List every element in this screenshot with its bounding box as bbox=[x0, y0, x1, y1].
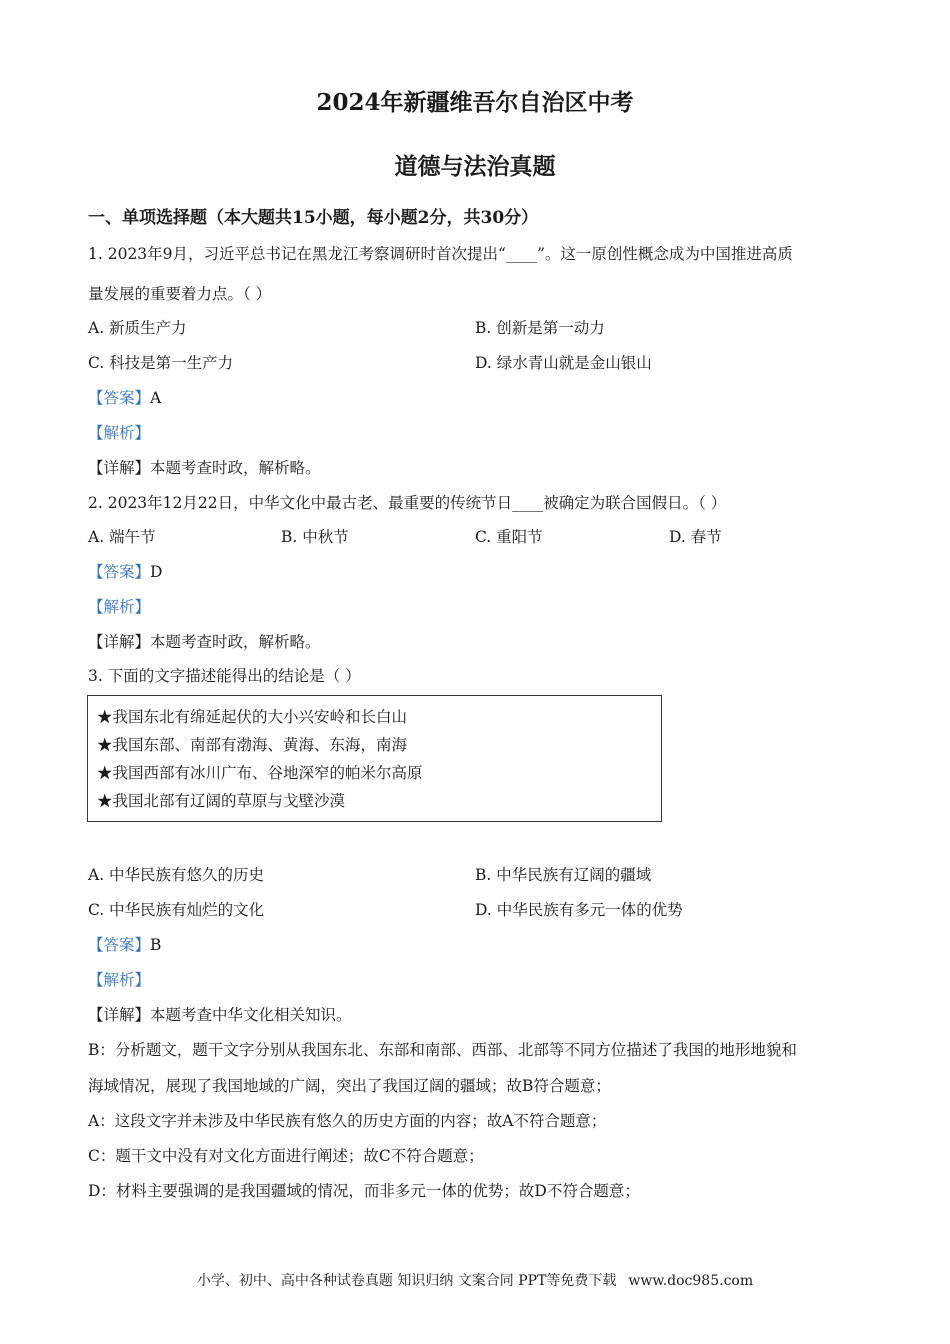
material-line-2: ★我国东部、南部有渤海、黄海、东海，南海 bbox=[97, 736, 408, 754]
detail-text: 本题考查中华文化相关知识。 bbox=[150, 1006, 352, 1024]
material-line-3: ★我国西部有冰川广布、谷地深窄的帕米尔高原 bbox=[97, 764, 423, 782]
footer-text: 小学、初中、高中各种试卷真题 知识归纳 文案合同 PPT等免费下载 bbox=[196, 1273, 617, 1289]
question-1-option-d: D. 绿水青山就是金山银山 bbox=[475, 354, 652, 372]
question-3-stem-line-1: 3. 下面的文字描述能得出的结论是（ ） bbox=[88, 667, 361, 685]
question-2-answer bbox=[88, 560, 162, 582]
explanation-line-5: D：材料主要强调的是我国疆域的情况，而非多元一体的优势；故D不符合题意； bbox=[88, 1182, 640, 1200]
explanation-line-4: C：题干文中没有对文化方面进行阐述；故C不符合题意； bbox=[88, 1147, 484, 1165]
question-2-detail bbox=[88, 630, 321, 652]
answer-value: B bbox=[150, 936, 162, 954]
explanation-line-2: 海域情况，展现了我国地域的广阔，突出了我国辽阔的疆域；故B符合题意； bbox=[88, 1077, 611, 1095]
question-3-option-d: D. 中华民族有多元一体的优势 bbox=[475, 901, 683, 919]
question-3-option-b: B. 中华民族有辽阔的疆域 bbox=[475, 866, 652, 884]
explanation-line-1: B：分析题文，题干文字分别从我国东北、东部和南部、西部、北部等不同方位描述了我国的地形地貌和 bbox=[88, 1041, 797, 1059]
question-2-option-d: D. 春节 bbox=[669, 528, 722, 546]
question-2-analysis bbox=[88, 595, 150, 617]
detail-tag: 【详解】 bbox=[88, 459, 151, 477]
answer-tag: 【答案】 bbox=[88, 389, 151, 407]
question-1-analysis bbox=[88, 421, 150, 443]
question-3-analysis bbox=[88, 968, 150, 990]
question-2-option-c: C. 重阳节 bbox=[475, 528, 543, 546]
detail-text: 本题考查时政，解析略。 bbox=[150, 459, 321, 477]
question-3-option-c: C. 中华民族有灿烂的文化 bbox=[88, 901, 265, 919]
exam-title: 2024年新疆维吾尔自治区中考 bbox=[316, 89, 634, 116]
question-3-answer bbox=[88, 933, 161, 955]
question-1-option-a: A. 新质生产力 bbox=[88, 319, 187, 337]
exam-subtitle: 道德与法治真题 bbox=[394, 153, 556, 180]
question-3-option-a: A. 中华民族有悠久的历史 bbox=[88, 866, 265, 884]
analysis-tag: 【解析】 bbox=[88, 598, 151, 616]
question-2-option-a: A. 端午节 bbox=[88, 528, 156, 546]
question-1-option-c: C. 科技是第一生产力 bbox=[88, 354, 234, 372]
question-1-detail bbox=[88, 456, 321, 478]
answer-value: A bbox=[150, 389, 162, 407]
material-line-1: ★我国东北有绵延起伏的大小兴安岭和长白山 bbox=[97, 708, 408, 726]
question-1-option-b: B. 创新是第一动力 bbox=[475, 319, 605, 337]
question-2-option-b: B. 中秋节 bbox=[281, 528, 349, 546]
question-1-stem-line-2: 量发展的重要着力点。（ ） bbox=[88, 285, 272, 303]
material-box bbox=[87, 695, 662, 822]
detail-tag: 【详解】 bbox=[88, 1006, 151, 1024]
question-1-answer bbox=[88, 386, 161, 408]
answer-tag: 【答案】 bbox=[88, 563, 151, 581]
analysis-tag: 【解析】 bbox=[88, 424, 151, 442]
question-1-stem-line-1: 1. 2023年9月，习近平总书记在黑龙江考察调研时首次提出“____”。这一原创性概念成为中国推进高质 bbox=[88, 245, 793, 263]
question-2-stem-line-1: 2. 2023年12月22日，中华文化中最古老、最重要的传统节日____被确定为联合国假日。（ ） bbox=[88, 494, 727, 512]
section-heading: 一、单项选择题（本大题共15小题，每小题2分，共30分） bbox=[88, 208, 539, 228]
detail-text: 本题考查时政，解析略。 bbox=[150, 633, 321, 651]
material-line-4: ★我国北部有辽阔的草原与戈壁沙漠 bbox=[97, 792, 346, 810]
page-footer bbox=[0, 1270, 950, 1290]
answer-tag: 【答案】 bbox=[88, 936, 151, 954]
footer-link[interactable]: www.doc985.com bbox=[628, 1273, 754, 1289]
question-3-detail bbox=[88, 1003, 352, 1025]
explanation-line-3: A：这段文字并未涉及中华民族有悠久的历史方面的内容；故A不符合题意； bbox=[88, 1112, 607, 1130]
detail-tag: 【详解】 bbox=[88, 633, 151, 651]
analysis-tag: 【解析】 bbox=[88, 971, 151, 989]
answer-value: D bbox=[150, 563, 163, 581]
